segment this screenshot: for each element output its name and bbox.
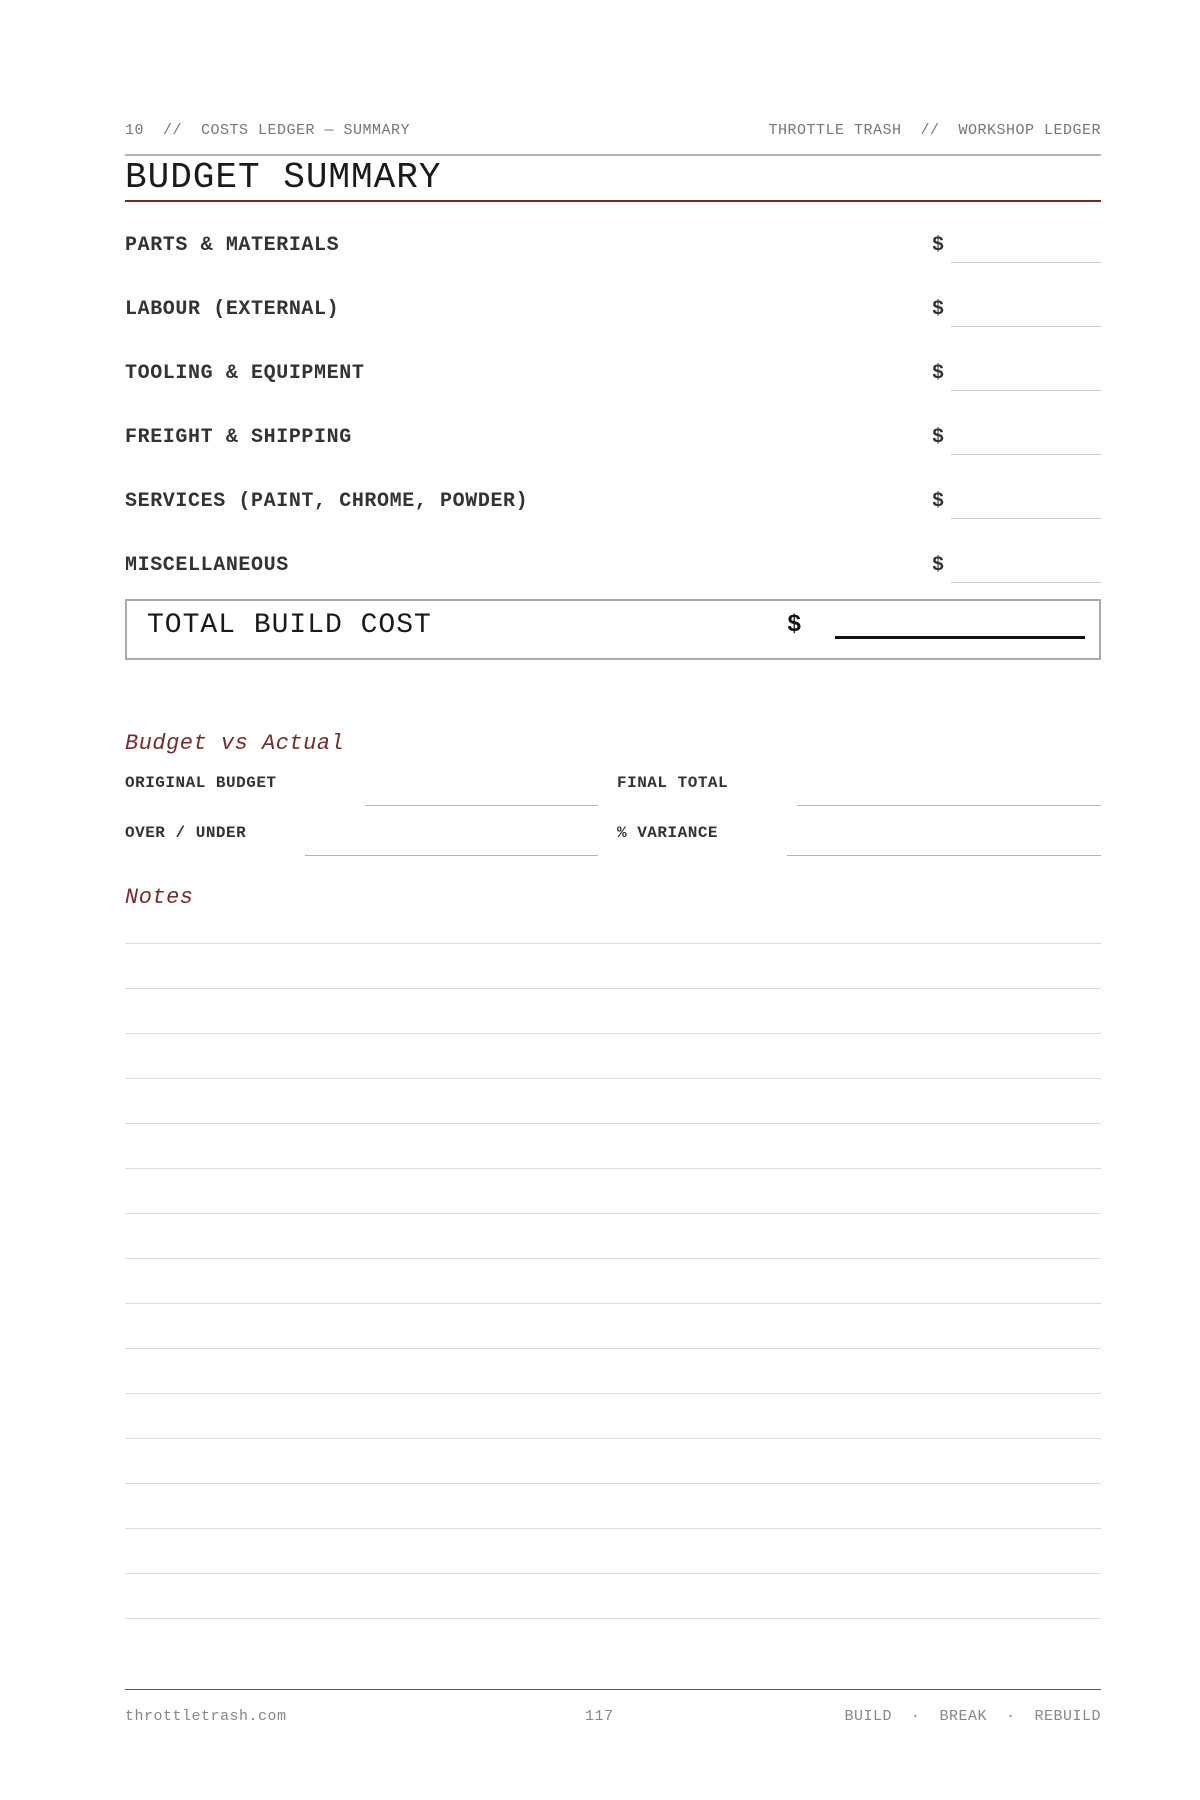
page-number: 117 [585,1708,614,1725]
notes-line [125,1303,1101,1304]
page-footer [125,1708,1101,1728]
currency-symbol: $ [931,426,944,449]
budget-vs-actual-heading: Budget vs Actual [125,731,345,756]
cost-row-parts [125,232,1101,266]
cost-row-labour [125,296,1101,330]
cost-label: TOOLING & EQUIPMENT [125,362,365,385]
cost-row-tooling [125,360,1101,394]
over-under-label: OVER / UNDER [125,824,247,842]
page-title: BUDGET SUMMARY [125,157,442,198]
notes-line [125,1123,1101,1124]
notes-line [125,1528,1101,1529]
notes-heading: Notes [125,885,194,910]
total-amount-field[interactable] [835,636,1085,639]
notes-line [125,1483,1101,1484]
currency-symbol: $ [931,362,944,385]
currency-symbol: $ [931,554,944,577]
notes-line [125,988,1101,989]
amount-field[interactable] [951,326,1101,327]
cost-row-freight [125,424,1101,458]
variance-field[interactable] [787,855,1101,856]
website: throttletrash.com [125,1708,287,1725]
amount-field[interactable] [951,262,1101,263]
cost-label: SERVICES (PAINT, CHROME, POWDER) [125,490,529,513]
notes-line [125,1618,1101,1619]
ledger-page [125,0,1101,1800]
notes-line [125,1213,1101,1214]
cost-label: MISCELLANEOUS [125,554,289,577]
amount-field[interactable] [951,390,1101,391]
amount-field[interactable] [951,582,1101,583]
over-under-field[interactable] [305,855,598,856]
cost-row-misc [125,552,1101,586]
cost-label: LABOUR (EXTERNAL) [125,298,340,321]
notes-line [125,1168,1101,1169]
currency-symbol: $ [931,490,944,513]
amount-field[interactable] [951,518,1101,519]
currency-symbol: $ [931,298,944,321]
cost-row-services [125,488,1101,522]
original-budget-label: ORIGINAL BUDGET [125,774,277,792]
notes-line [125,1438,1101,1439]
amount-field[interactable] [951,454,1101,455]
notes-line [125,1348,1101,1349]
notes-line [125,1258,1101,1259]
notes-line [125,1573,1101,1574]
running-header [125,122,1101,142]
currency-symbol: $ [787,612,802,639]
section-reference: 10 // COSTS LEDGER — SUMMARY [125,122,411,139]
footer-tagline: BUILD · BREAK · REBUILD [844,1708,1101,1725]
final-total-label: FINAL TOTAL [617,774,729,792]
cost-label: FREIGHT & SHIPPING [125,426,352,449]
notes-line [125,943,1101,944]
variance-label: % VARIANCE [617,824,719,842]
total-build-cost-box [125,599,1101,660]
total-label: TOTAL BUILD COST [147,610,432,641]
original-budget-field[interactable] [365,805,598,806]
title-rule [125,200,1101,202]
header-rule [125,154,1101,156]
currency-symbol: $ [931,234,944,257]
notes-line [125,1033,1101,1034]
notes-line [125,1078,1101,1079]
cost-label: PARTS & MATERIALS [125,234,340,257]
publication-name: THROTTLE TRASH // WORKSHOP LEDGER [768,122,1101,139]
notes-line [125,1393,1101,1394]
footer-rule [125,1689,1101,1690]
final-total-field[interactable] [797,805,1101,806]
